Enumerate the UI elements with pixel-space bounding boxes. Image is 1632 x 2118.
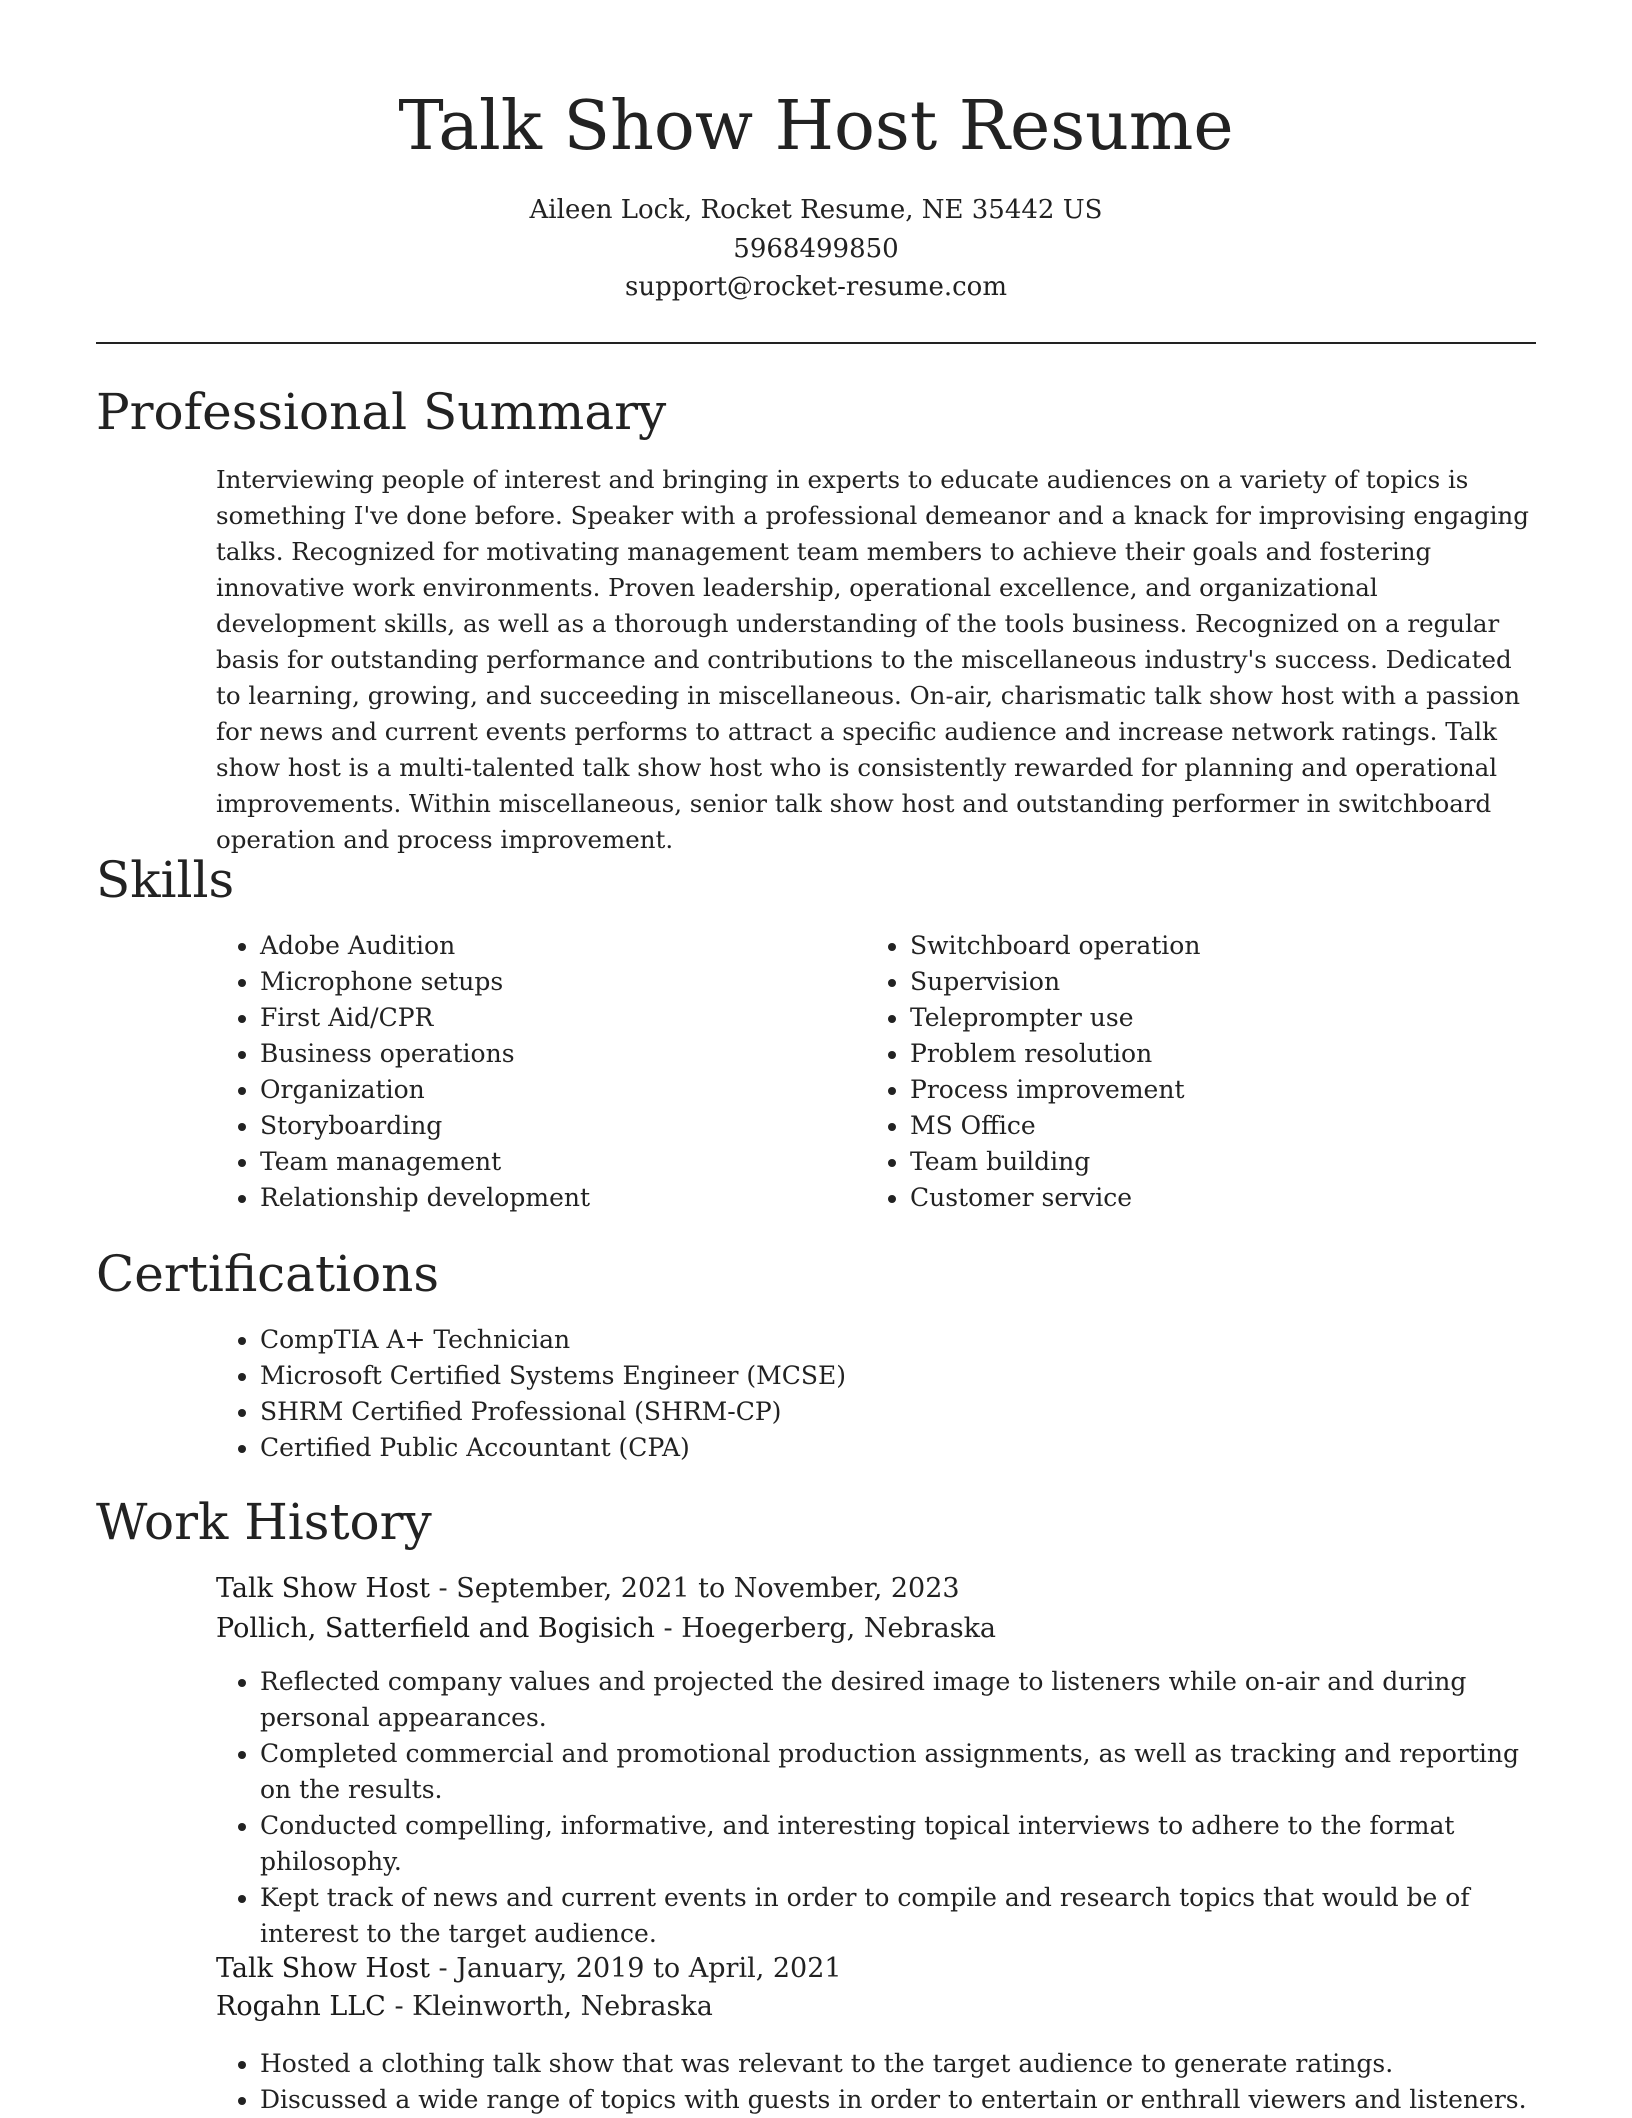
skills-heading: Skills	[96, 851, 235, 909]
skill-item: • MS Office	[910, 1108, 1510, 1144]
certification-item: • CompTIA A+ Technician	[260, 1322, 1560, 1358]
skill-item: • Adobe Audition	[260, 928, 820, 964]
certifications-heading: Certifications	[96, 1245, 440, 1303]
job-location: Kleinworth, Nebraska	[412, 1991, 713, 2022]
job-company-line	[216, 1610, 996, 1648]
job-dates: January, 2019 to April, 2021	[456, 1953, 842, 1984]
skill-item: • Organization	[260, 1072, 820, 1108]
skill-item: • Team management	[260, 1144, 820, 1180]
skill-item: • Storyboarding	[260, 1108, 820, 1144]
skill-item: • First Aid/CPR	[260, 1000, 820, 1036]
certifications-list	[216, 1322, 1560, 1466]
certification-item: • Microsoft Certified Systems Engineer (MCSE)	[260, 1358, 1560, 1394]
job-title: Talk Show Host	[216, 1573, 430, 1604]
summary-text: Interviewing people of interest and bringing in experts to educate audiences on a variety of topics is something I've done before. Speaker with a professional demeanor and a knack for improvising engaging talks. Recognized for motivating management team members to achieve their goals and fostering innovative work environments. Proven leadership, operational excellence, and organizational development skills, as well as a thorough understanding of the tools business. Recognized on a regular basis for outstanding performance and contributions to the miscellaneous industry's success. Dedicated to learning, growing, and succeeding in miscellaneous. On-air, charismatic talk show host with a passion for news and current events performs to attract a specific audience and increase network ratings. Talk show host is a multi-talented talk show host who is consistently rewarded for planning and operational improvements. Within miscellaneous, senior talk show host and outstanding performer in switchboard operation and process improvement.	[216, 465, 1529, 854]
header-divider	[96, 342, 1536, 344]
job-company-line	[216, 1988, 713, 2026]
job-bullet: • Discussed a wide range of topics with guests in order to entertain or enthrall viewers and listeners.	[260, 2082, 1536, 2118]
skills-list-right	[866, 928, 1510, 1216]
resume-title: Talk Show Host Resume	[398, 87, 1234, 166]
skill-item: • Process improvement	[910, 1072, 1510, 1108]
job-bullet: • Hosted a clothing talk show that was relevant to the target audience to generate ratings.	[260, 2046, 1536, 2082]
skills-list-left	[216, 928, 820, 1216]
skill-item: • Problem resolution	[910, 1036, 1510, 1072]
certification-item: • Certified Public Accountant (CPA)	[260, 1430, 1560, 1466]
job-bullets	[216, 2046, 1536, 2118]
job-title-line	[216, 1570, 960, 1608]
work-history-heading: Work History	[96, 1493, 432, 1551]
job-company: Pollich, Satterfield and Bogisich	[216, 1613, 655, 1644]
job-bullet: • Conducted compelling, informative, and interesting topical interviews to adhere to the format philosophy.	[260, 1808, 1536, 1880]
contact-address: Aileen Lock, Rocket Resume, NE 35442 US	[529, 195, 1103, 225]
skill-item: • Switchboard operation	[910, 928, 1510, 964]
certification-item: • SHRM Certified Professional (SHRM-CP)	[260, 1394, 1560, 1430]
job-bullets	[216, 1664, 1536, 1952]
job-bullet: • Reflected company values and projected the desired image to listeners while on-air and during personal appearances.	[260, 1664, 1536, 1736]
skill-item: • Customer service	[910, 1180, 1510, 1216]
skill-item: • Teleprompter use	[910, 1000, 1510, 1036]
job-separator: -	[385, 1991, 413, 2022]
skill-item: • Supervision	[910, 964, 1510, 1000]
summary-heading: Professional Summary	[96, 383, 667, 441]
job-separator: -	[654, 1613, 682, 1644]
job-title-line	[216, 1950, 842, 1988]
job-company: Rogahn LLC	[216, 1991, 386, 2022]
skill-item: • Relationship development	[260, 1180, 820, 1216]
job-location: Hoegerberg, Nebraska	[681, 1613, 997, 1644]
skill-item: • Team building	[910, 1144, 1510, 1180]
contact-phone: 5968499850	[733, 234, 899, 264]
skill-item: • Business operations	[260, 1036, 820, 1072]
contact-email: support@rocket-resume.com	[624, 272, 1007, 302]
job-title: Talk Show Host	[216, 1953, 430, 1984]
job-bullet: • Kept track of news and current events in order to compile and research topics that would be of interest to the target audience.	[260, 1880, 1536, 1952]
job-bullet: • Completed commercial and promotional production assignments, as well as tracking and reporting on the results.	[260, 1736, 1536, 1808]
skill-item: • Microphone setups	[260, 964, 820, 1000]
job-separator: -	[429, 1953, 457, 1984]
job-dates: September, 2021 to November, 2023	[456, 1573, 960, 1604]
job-separator: -	[429, 1573, 457, 1604]
